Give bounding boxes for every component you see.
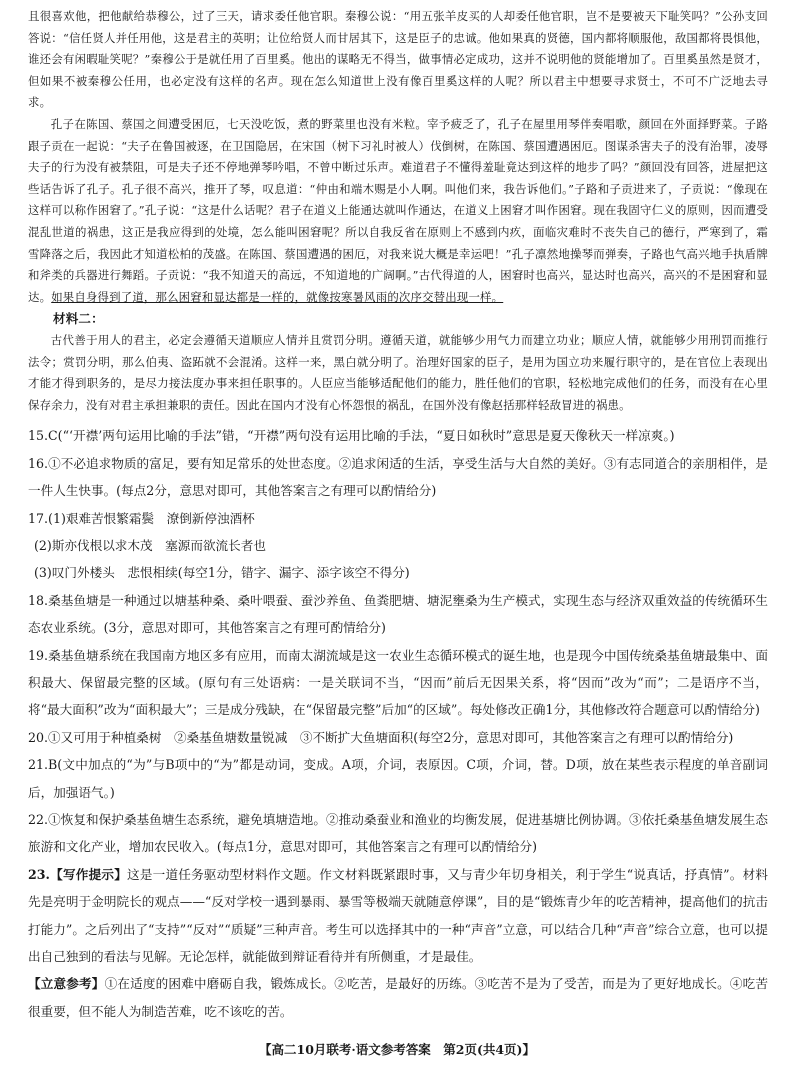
material2-paragraph: 古代善于用人的君主，必定会遵循天道顺应人情并且赏罚分明。遵循天道，就能够少用气力而建立功业；顺应人情，就能够少用刑罚而推行法令；赏罚分明，那么伯夷、盗跖就不会混淆。这样一来，黑白就分明了。治理好国家的臣子，是用为国立功来履行职守的，是在官位上表现出才能才得到职务的，是尽力接法度办事来担任职事的。人臣应当能够适配他们的能力，胜任他们的官职，轻松地完成他们的任务，而没有在心里保存余力，没有对君主承担兼职的责任。因此在国内才没有心怀怨恨的祸乱，在国外没有像赵括那样轻敌冒进的祸患。 [28,332,768,412]
answer-22: 22.①恢复和保护桑基鱼塘生态系统，避免填塘造地。②推动桑蚕业和渔业的均衡发展，促进基塘比例协调。③依托桑基鱼塘发展生态旅游和文化产业，增加农民收入。(每点1分，意思对即可，其他答案言之有理可以酌情给分) [28,811,768,855]
material2-heading: 材料二： [53,311,104,327]
answer-17-2: (2)斯亦伐根以求木茂 塞源而欲流长者也 [34,537,266,553]
ideas-text: ①在适度的困难中磨砺自我，锻炼成长。②吃苦，是最好的历练。③吃苦不是为了受苦，而是为了更好地成长。④吃苦很重要，但不能人为制造苦难，吃不该吃的苦。 [28,976,769,1019]
page-footer: 【高二10月联考·语文参考答案 第2页(共4页)】 [259,1042,535,1057]
material1-paragraph-1: 且很喜欢他，把他献给恭穆公，过了三天，请求委任他官职。秦穆公说：“用五张羊皮买的人却委任他官职，岂不是要被天下耻笑吗？”公孙支回答说：“信任贤人并任用他，这是君主的英明；让位给贤人而甘居其下，这是臣子的忠诚。他如果真的贤德，国内都将顺服他，敌国都将畏惧他，谁还会有闲暇耻笑呢？”秦穆公于是就任用了百里奚。他出的谋略无不得当，做事情必定成功，这并不说明他的贤能增加了。百里奚虽然是贤才，但如果不被秦穆公任用，也必定没有这样的名声。现在怎么知道世上没有像百里奚这样的人呢？所以君主中想要寻求贤士，不可不广泛地去寻求。 [28,9,768,110]
answer-15: 15.C(“‘开襟’两句运用比喻的手法”错，“开襟”两句没有运用比喻的手法，“夏日如秋时”意思是夏天像秋天一样凉爽。) [28,428,675,444]
answer-17-3: (3)叹门外楼头 悲恨相续(每空1分，错字、漏字、添字该空不得分) [34,565,410,581]
answer-19: 19.桑基鱼塘系统在我国南方地区多有应用，而南太湖流域是这一农业生态循环模式的诞生地，也是现今中国传统桑基鱼塘最集中、面积最大、保留最完整的区域。(原句有三处语病：一是关联词不当，“因而”前后无因果关系，将“因而”改为“而”；二是语序不当，将“最大面积”改为“面积最大”；三是成分残缺，在“保留最完整”后加“的区域”。每处修改正确1分，其他修改符合题意可以酌情给分) [28,647,768,718]
ideas-reference [28,970,768,1025]
answer-20: 20.①又可用于种植桑树 ②桑基鱼塘数量锐减 ③不断扩大鱼塘面积(每空2分，意思对即可，其他答案言之有理可以酌情给分) [28,729,734,745]
answer-page [28,6,768,1025]
underlined-translation: 如果自身得到了道，那么困窘和显达都是一样的，就像按寒暑风雨的次序交替出现一样。 [51,289,504,304]
writing-hint-tag: 23.【写作提示】 [28,866,128,882]
ideas-tag: 【立意参考】 [28,976,105,992]
answer-23 [28,861,768,971]
answer-17-1: 17.(1)艰难苦恨繁霜鬓 潦倒新停浊酒杯 [28,510,255,526]
answers-section [28,422,768,1025]
material1-paragraph-2 [28,114,768,308]
translation-section [28,6,768,416]
answer-16: 16.①不必追求物质的富足，要有知足常乐的处世态度。②追求闲适的生活，享受生活与大自然的美好。③有志同道合的亲朋相伴，是一件人生快事。(每点2分，意思对即可，其他答案言之有理可以酌情给分) [28,455,768,499]
answer-21: 21.B(文中加点的“为”与B项中的“为”都是动词，变成。A项，介词，表原因。C项，介词，替。D项，放在某些表示程度的单音副词后，加强语气。) [28,757,768,800]
answer-18: 18.桑基鱼塘是一种通过以塘基种桑、桑叶喂蚕、蚕沙养鱼、鱼粪肥塘、塘泥壅桑为生产模式，实现生态与经济双重效益的传统循环生态农业系统。(3分，意思对即可，其他答案言之有理可酌情给分) [28,592,768,636]
writing-hint-text: 这是一道任务驱动型材料作文题。作文材料既紧跟时事，又与青少年切身相关，利于学生“说真话，抒真情”。材料先是亮明于金明院长的观点——“反对学校一遇到暴雨、暴雪等极端天就随意停课”，目的是“锻炼青少年的吃苦精神，提高他们的抗击打能力”。之后列出了“支持”“反对”“质疑”三种声音。考生可以选择其中的一种“声音”立意，可以结合几种“声音”综合立意，也可以提出自己独到的看法与见解。无论怎样，就能做到辩证看待并有所侧重，才是最佳。 [28,866,768,964]
material1-paragraph-2-text: 孔子在陈国、蔡国之间遭受困厄，七天没吃饭，煮的野菜里也没有米粒。宰予疲乏了，孔子在屋里用琴伴奏唱歌，颜回在外面择野菜。子路跟子贡在一起说：“夫子在鲁国被逐，在卫国隐居，在宋国（树下习礼时被人）伐倒树，在陈国、蔡国遭遇困厄。图谋杀害夫子的没有治罪，凌辱夫子的行为没有被禁阻，可是夫子还不停地弹琴吟唱，不曾中断过乐声。难道君子不懂得羞耻竟达到这样的地步了吗？”颜回没有回答，进屋把这些话告诉了孔子。孔子很不高兴，推开了琴，叹息道：“仲由和端木赐是小人啊。叫他们来，我告诉他们。”子路和子贡进来了，子贡说：“像现在这样可以称作困窘了。”孔子说：“这是什么话呢？君子在道义上能通达就叫作通达，在道义上困窘才叫作困窘。现在我固守仁义的原则，因而遭受混乱世道的祸患，这正是我应得到的处境，怎么能叫困窘呢？所以自我反省在原则上不感到内疚，面临灾难时不丧失自己的德行，严寒到了，霜雪降落之后，我因此才知道松柏的茂盛。在陈国、蔡国遭遇的困厄，对我来说大概是幸运吧！”孔子凛然地操琴而弹奏，子路也气高兴地手执盾牌和斧类的兵器进行舞蹈。子贡说：“我不知道天的高远，不知道地的广阔啊。”古代得道的人，困窘时也高兴，显达时也高兴，高兴的不是困窘和显达。 [28,116,768,304]
